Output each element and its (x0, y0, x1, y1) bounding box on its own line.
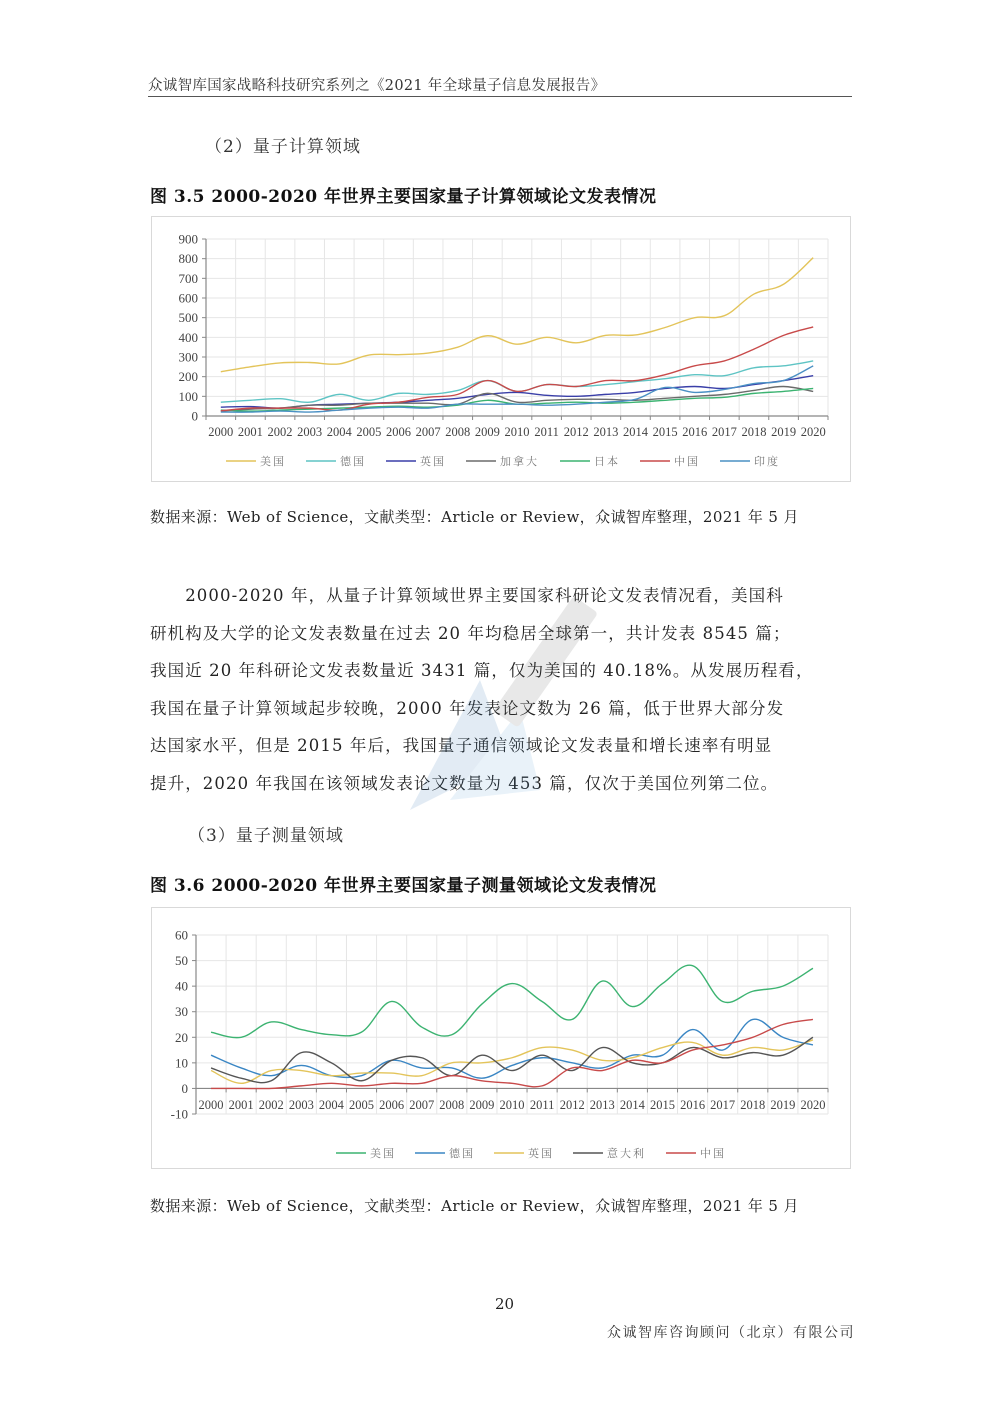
x-tick-label: 2008 (439, 1098, 465, 1112)
paragraph-line: 2000-2020 年，从量子计算领域世界主要国家科研论文发表情况看，美国科 (150, 586, 784, 605)
y-tick-label: 0 (181, 1080, 188, 1096)
figure-3-6-source: 数据来源：Web of Science，文献类型：Article or Review，众诚智库整理，2021 年 5 月 (150, 1197, 799, 1215)
y-tick-label: 200 (178, 369, 198, 385)
x-tick-label: 2018 (740, 1098, 766, 1112)
x-tick-label: 2007 (415, 425, 441, 439)
page-number: 20 (495, 1295, 515, 1313)
y-tick-label: 100 (178, 388, 198, 404)
x-tick-label: 2010 (499, 1098, 525, 1112)
running-header: 众诚智库国家战略科技研究系列之《2021 年全球量子信息发展报告》 (148, 78, 606, 94)
series-line-美国 (211, 965, 813, 1037)
chart-quantum-computing (151, 216, 851, 482)
legend-label: 日本 (594, 455, 620, 468)
y-tick-label: 800 (178, 251, 198, 267)
x-tick-label: 2019 (770, 1098, 796, 1112)
header-divider (148, 96, 852, 97)
y-tick-label: 30 (175, 1004, 188, 1020)
y-tick-label: 40 (175, 978, 188, 994)
figure-title-3-5: 图 3.5 2000-2020 年世界主要国家量子计算领域论文发表情况 (150, 187, 657, 207)
x-tick-label: 2010 (504, 425, 530, 439)
x-tick-label: 2017 (710, 1098, 736, 1112)
y-tick-label: 50 (175, 953, 188, 969)
x-tick-label: 2000 (198, 1098, 224, 1112)
paragraph-line: 我国在量子计算领域起步较晚，2000 年发表论文数为 26 篇，低于世界大部分发 (150, 698, 785, 718)
y-tick-label: -10 (170, 1106, 188, 1122)
chart-legend (226, 454, 780, 468)
series-line-英国 (211, 1040, 813, 1083)
paragraph-line: 提升，2020 年我国在该领域发表论文数量为 453 篇，仅次于美国位列第二位。 (150, 773, 779, 793)
legend-label: 加拿大 (500, 455, 539, 468)
x-tick-label: 2017 (711, 425, 737, 439)
x-tick-label: 2004 (326, 425, 352, 439)
x-tick-label: 2016 (680, 1098, 706, 1112)
x-tick-label: 2018 (741, 425, 767, 439)
series-line-中国 (221, 327, 813, 411)
y-tick-label: 20 (175, 1029, 188, 1045)
x-tick-label: 2012 (563, 425, 589, 439)
series-line-意大利 (211, 1037, 813, 1082)
footer-company: 众诚智库咨询顾问（北京）有限公司 (607, 1325, 855, 1341)
x-tick-label: 2014 (622, 425, 648, 439)
figure-title-3-6: 图 3.6 2000-2020 年世界主要国家量子测量领域论文发表情况 (150, 876, 657, 896)
series-line-美国 (221, 258, 813, 372)
paragraph-line: 达国家水平，但是 2015 年后，我国量子通信领域论文发表量和增长速率有明显 (150, 736, 773, 755)
section-heading-quantum-measurement: （3）量子测量领域 (188, 826, 344, 846)
x-tick-label: 2001 (237, 425, 263, 439)
paragraph-line: 我国近 20 年科研论文发表数量近 3431 篇，仅为美国的 40.18%。从发展历程看， (150, 661, 814, 680)
legend-label: 德国 (449, 1147, 475, 1160)
y-tick-label: 900 (178, 231, 198, 247)
x-tick-label: 2003 (288, 1098, 314, 1112)
x-tick-label: 2013 (593, 425, 619, 439)
x-tick-label: 2009 (474, 425, 500, 439)
chart-legend (336, 1146, 726, 1160)
x-tick-label: 2005 (349, 1098, 375, 1112)
x-tick-label: 2020 (800, 425, 826, 439)
chart-quantum-computing-svg (152, 217, 850, 481)
y-tick-label: 60 (175, 927, 188, 943)
series-line-德国 (211, 1019, 813, 1078)
x-tick-label: 2013 (589, 1098, 615, 1112)
legend-label: 印度 (754, 455, 780, 468)
y-tick-label: 0 (191, 408, 198, 424)
paragraph-line: 研机构及大学的论文发表数量在过去 20 年均稳居全球第一，共计发表 8545 篇； (150, 623, 791, 643)
legend-label: 中国 (674, 455, 700, 468)
legend-label: 美国 (370, 1147, 396, 1160)
legend-label: 意大利 (607, 1147, 646, 1160)
series-line-加拿大 (221, 386, 813, 411)
legend-label: 德国 (340, 455, 366, 468)
body-paragraph (150, 577, 855, 802)
x-tick-label: 2011 (534, 425, 559, 439)
x-tick-label: 2015 (649, 1098, 675, 1112)
x-tick-label: 2004 (318, 1098, 344, 1112)
x-tick-label: 2007 (409, 1098, 435, 1112)
x-tick-label: 2003 (297, 425, 323, 439)
legend-label: 中国 (700, 1147, 726, 1160)
x-tick-label: 2019 (771, 425, 797, 439)
legend-label: 英国 (528, 1147, 554, 1160)
x-tick-label: 2015 (652, 425, 678, 439)
x-tick-label: 2006 (386, 425, 412, 439)
legend-label: 美国 (260, 455, 286, 468)
x-tick-label: 2002 (267, 425, 293, 439)
x-tick-label: 2014 (619, 1098, 645, 1112)
y-tick-label: 700 (178, 270, 198, 286)
x-tick-label: 2012 (559, 1098, 585, 1112)
x-tick-label: 2011 (529, 1098, 555, 1112)
x-tick-label: 2005 (356, 425, 382, 439)
y-tick-label: 600 (178, 290, 198, 306)
y-tick-label: 10 (175, 1055, 188, 1071)
x-tick-label: 2008 (445, 425, 471, 439)
x-tick-label: 2000 (208, 425, 234, 439)
x-tick-label: 2002 (258, 1098, 284, 1112)
chart-quantum-measurement (151, 907, 851, 1169)
x-tick-label: 2001 (228, 1098, 254, 1112)
section-heading-quantum-computing: （2）量子计算领域 (205, 137, 361, 157)
x-tick-label: 2009 (469, 1098, 495, 1112)
legend-label: 英国 (420, 455, 446, 468)
figure-3-5-source: 数据来源：Web of Science，文献类型：Article or Review，众诚智库整理，2021 年 5 月 (150, 508, 799, 526)
y-tick-label: 300 (178, 349, 198, 365)
y-tick-label: 500 (178, 310, 198, 326)
x-tick-label: 2006 (379, 1098, 405, 1112)
x-tick-label: 2016 (682, 425, 708, 439)
y-tick-label: 400 (178, 329, 198, 345)
chart-quantum-measurement-svg (152, 908, 850, 1168)
x-tick-label: 2020 (800, 1098, 826, 1112)
